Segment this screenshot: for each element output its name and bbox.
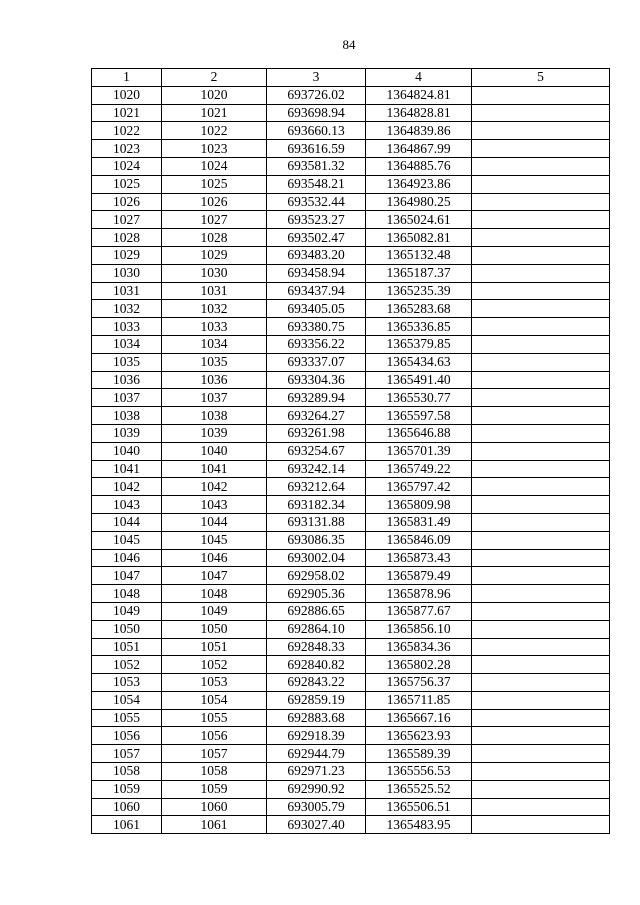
table-cell: 692958.02 [267,567,366,585]
table-cell: 1365797.42 [366,478,472,496]
table-row [92,727,610,745]
table-cell: 1052 [92,656,162,674]
table-row [92,211,610,229]
table-cell [472,264,610,282]
table-cell: 1364824.81 [366,86,472,104]
table-cell: 693356.22 [267,335,366,353]
table-row [92,229,610,247]
table-row [92,531,610,549]
table-cell: 1057 [162,745,267,763]
column-header: 4 [366,69,472,87]
table-cell: 1038 [162,407,267,425]
table-cell [472,353,610,371]
table-row [92,691,610,709]
table-cell: 1025 [162,175,267,193]
table-cell: 1043 [162,496,267,514]
table-cell: 693380.75 [267,318,366,336]
table-cell: 1365525.52 [366,780,472,798]
table-cell: 1365506.51 [366,798,472,816]
table-cell: 1049 [92,602,162,620]
table-cell: 1056 [92,727,162,745]
table-cell: 1059 [92,780,162,798]
table-cell: 693182.34 [267,496,366,514]
table-cell: 1365235.39 [366,282,472,300]
table-cell: 692944.79 [267,745,366,763]
table-cell: 1032 [162,300,267,318]
table-cell: 1061 [162,816,267,834]
table-cell [472,175,610,193]
table-cell: 1029 [162,246,267,264]
table-cell [472,157,610,175]
table-cell: 1051 [92,638,162,656]
table-cell: 1023 [162,140,267,158]
table-cell: 1035 [92,353,162,371]
table-row [92,780,610,798]
table-row [92,86,610,104]
table-cell: 1032 [92,300,162,318]
table-cell: 1365877.67 [366,602,472,620]
table-cell: 1041 [92,460,162,478]
table-cell: 1365589.39 [366,745,472,763]
table-cell: 1058 [92,763,162,781]
table-cell: 1053 [162,674,267,692]
table-cell [472,371,610,389]
table-row [92,140,610,158]
table-cell: 1365336.85 [366,318,472,336]
table-row [92,460,610,478]
table-cell: 1043 [92,496,162,514]
table-row [92,335,610,353]
table-cell [472,638,610,656]
table-cell [472,531,610,549]
table-cell [472,407,610,425]
table-cell: 1021 [92,104,162,122]
table-cell: 692971.23 [267,763,366,781]
table-cell: 693660.13 [267,122,366,140]
table-cell: 1022 [92,122,162,140]
table-row [92,353,610,371]
table-cell: 693523.27 [267,211,366,229]
table-row [92,585,610,603]
table-cell: 1364980.25 [366,193,472,211]
table-cell [472,745,610,763]
table-row [92,371,610,389]
table-row [92,513,610,531]
table-cell: 1039 [92,424,162,442]
table-cell [472,780,610,798]
table-cell: 693261.98 [267,424,366,442]
table-row [92,264,610,282]
table-cell [472,442,610,460]
table-cell: 1037 [92,389,162,407]
table-row [92,567,610,585]
column-header: 3 [267,69,366,87]
table-cell [472,460,610,478]
table-cell: 692848.33 [267,638,366,656]
table-cell: 1056 [162,727,267,745]
table-cell: 1365809.98 [366,496,472,514]
table-cell: 1047 [92,567,162,585]
table-cell: 1030 [92,264,162,282]
table-cell: 693002.04 [267,549,366,567]
table-cell: 1365879.49 [366,567,472,585]
table-cell [472,122,610,140]
table-row [92,246,610,264]
table-cell [472,816,610,834]
table-row [92,157,610,175]
column-header: 2 [162,69,267,87]
table-cell: 1365711.85 [366,691,472,709]
table-cell: 1365878.96 [366,585,472,603]
table-cell: 1036 [162,371,267,389]
table-cell: 1058 [162,763,267,781]
table-cell [472,727,610,745]
table-row [92,496,610,514]
table-cell: 692859.19 [267,691,366,709]
table-cell: 1024 [162,157,267,175]
table-cell [472,229,610,247]
table-row [92,407,610,425]
table-cell: 1365756.37 [366,674,472,692]
table-cell: 1049 [162,602,267,620]
table-cell: 693548.21 [267,175,366,193]
table-cell: 1365846.09 [366,531,472,549]
table-cell: 693131.88 [267,513,366,531]
table-cell: 1048 [162,585,267,603]
table-cell: 1365434.63 [366,353,472,371]
table-cell: 693212.64 [267,478,366,496]
table-cell: 1365597.58 [366,407,472,425]
table-cell: 693289.94 [267,389,366,407]
table-cell [472,389,610,407]
table-cell: 1034 [92,335,162,353]
column-header: 5 [472,69,610,87]
table-cell: 693264.27 [267,407,366,425]
table-cell: 1055 [162,709,267,727]
table-cell: 1040 [92,442,162,460]
table-cell: 1031 [162,282,267,300]
table-cell [472,691,610,709]
table-cell [472,478,610,496]
table-cell: 693005.79 [267,798,366,816]
table-cell: 1037 [162,389,267,407]
table-cell: 693532.44 [267,193,366,211]
table-cell: 693698.94 [267,104,366,122]
table-cell: 1365283.68 [366,300,472,318]
table-cell: 1040 [162,442,267,460]
table-cell [472,193,610,211]
table-row [92,193,610,211]
table-cell: 1364923.86 [366,175,472,193]
table-cell: 1029 [92,246,162,264]
table-cell: 1045 [162,531,267,549]
table-cell: 1365082.81 [366,229,472,247]
coordinates-table [91,68,610,834]
table-row [92,442,610,460]
table-row [92,620,610,638]
table-cell: 693337.07 [267,353,366,371]
table-cell [472,424,610,442]
table-cell: 693458.94 [267,264,366,282]
table-cell: 693581.32 [267,157,366,175]
table-cell [472,335,610,353]
table-cell: 1039 [162,424,267,442]
table-cell: 1027 [92,211,162,229]
table-cell: 1044 [162,513,267,531]
table-cell [472,496,610,514]
table-cell: 692864.10 [267,620,366,638]
table-cell [472,300,610,318]
table-cell: 1042 [162,478,267,496]
table-cell [472,674,610,692]
table-cell: 1365834.36 [366,638,472,656]
table-cell: 1044 [92,513,162,531]
table-cell: 1365856.10 [366,620,472,638]
table-cell: 1036 [92,371,162,389]
table-cell: 693304.36 [267,371,366,389]
table-row [92,478,610,496]
table-cell: 1054 [162,691,267,709]
table-cell: 1034 [162,335,267,353]
table-cell: 1060 [162,798,267,816]
table-cell: 1051 [162,638,267,656]
table-cell: 1033 [92,318,162,336]
table-cell: 692918.39 [267,727,366,745]
table-row [92,389,610,407]
table-row [92,104,610,122]
table-cell: 692840.82 [267,656,366,674]
table-row [92,638,610,656]
table-cell: 1046 [92,549,162,567]
table-row [92,656,610,674]
table-cell: 693027.40 [267,816,366,834]
table-cell: 1022 [162,122,267,140]
table-cell: 1048 [92,585,162,603]
table-cell: 692843.22 [267,674,366,692]
table-cell: 693483.20 [267,246,366,264]
table-cell: 1033 [162,318,267,336]
table-cell: 693405.05 [267,300,366,318]
table-cell: 1365187.37 [366,264,472,282]
table-cell: 1364885.76 [366,157,472,175]
table-cell: 693616.59 [267,140,366,158]
table-body [92,86,610,833]
table-cell: 1365491.40 [366,371,472,389]
table-row [92,318,610,336]
table-cell [472,318,610,336]
table-row [92,122,610,140]
page-number: 84 [342,37,356,52]
table-cell: 1061 [92,816,162,834]
table-cell: 1026 [162,193,267,211]
table-cell: 1053 [92,674,162,692]
table-cell: 1052 [162,656,267,674]
table-cell: 1365024.61 [366,211,472,229]
table-cell: 1060 [92,798,162,816]
table-cell: 1364839.86 [366,122,472,140]
column-header: 1 [92,69,162,87]
table-cell: 1035 [162,353,267,371]
table-cell: 693726.02 [267,86,366,104]
table-cell: 1365556.53 [366,763,472,781]
table-cell: 693086.35 [267,531,366,549]
table-cell: 1365530.77 [366,389,472,407]
table-row [92,709,610,727]
table-cell [472,567,610,585]
table-cell [472,140,610,158]
table-cell [472,104,610,122]
table-cell: 1365623.93 [366,727,472,745]
table-cell: 1038 [92,407,162,425]
table-cell [472,709,610,727]
table-row [92,549,610,567]
table-row [92,424,610,442]
table-cell: 1365646.88 [366,424,472,442]
table-row [92,745,610,763]
table-cell: 1365483.95 [366,816,472,834]
table-cell: 1041 [162,460,267,478]
table-cell [472,656,610,674]
table-cell: 1365132.48 [366,246,472,264]
table-cell: 1028 [162,229,267,247]
table-cell [472,620,610,638]
table-cell [472,211,610,229]
table-cell: 1365749.22 [366,460,472,478]
table-cell: 1027 [162,211,267,229]
table-cell [472,763,610,781]
table-cell: 1050 [92,620,162,638]
table-cell: 1047 [162,567,267,585]
table-cell: 1030 [162,264,267,282]
table-cell: 692905.36 [267,585,366,603]
table-cell: 1365701.39 [366,442,472,460]
table-row [92,300,610,318]
table-row [92,674,610,692]
table-cell: 1026 [92,193,162,211]
table-row [92,763,610,781]
table-cell [472,585,610,603]
table-cell: 692883.68 [267,709,366,727]
table-cell: 1365667.16 [366,709,472,727]
table-header-row [92,69,610,87]
table-cell: 1364867.99 [366,140,472,158]
table-cell [472,86,610,104]
table-row [92,798,610,816]
table-cell: 1025 [92,175,162,193]
table-cell [472,282,610,300]
table-cell: 1365379.85 [366,335,472,353]
table-cell: 1020 [162,86,267,104]
table-row [92,175,610,193]
table-cell: 1024 [92,157,162,175]
table-cell: 1031 [92,282,162,300]
table-row [92,816,610,834]
table-cell: 693502.47 [267,229,366,247]
table-cell [472,798,610,816]
table-cell: 1365802.28 [366,656,472,674]
table-cell: 693254.67 [267,442,366,460]
table-cell [472,549,610,567]
table-cell: 1055 [92,709,162,727]
table-cell: 1364828.81 [366,104,472,122]
table-cell: 1059 [162,780,267,798]
table-cell: 1054 [92,691,162,709]
table-cell: 1028 [92,229,162,247]
table-cell: 1042 [92,478,162,496]
table-cell: 692886.65 [267,602,366,620]
table-cell: 1050 [162,620,267,638]
table-cell: 1057 [92,745,162,763]
table-cell: 693242.14 [267,460,366,478]
table-cell: 1365831.49 [366,513,472,531]
table-cell: 693437.94 [267,282,366,300]
table-row [92,282,610,300]
table-cell: 692990.92 [267,780,366,798]
table-cell: 1365873.43 [366,549,472,567]
table-row [92,602,610,620]
table-cell: 1021 [162,104,267,122]
table-cell: 1046 [162,549,267,567]
table-cell [472,246,610,264]
table-cell: 1045 [92,531,162,549]
table-cell [472,602,610,620]
table-cell: 1023 [92,140,162,158]
table-cell [472,513,610,531]
table-cell: 1020 [92,86,162,104]
